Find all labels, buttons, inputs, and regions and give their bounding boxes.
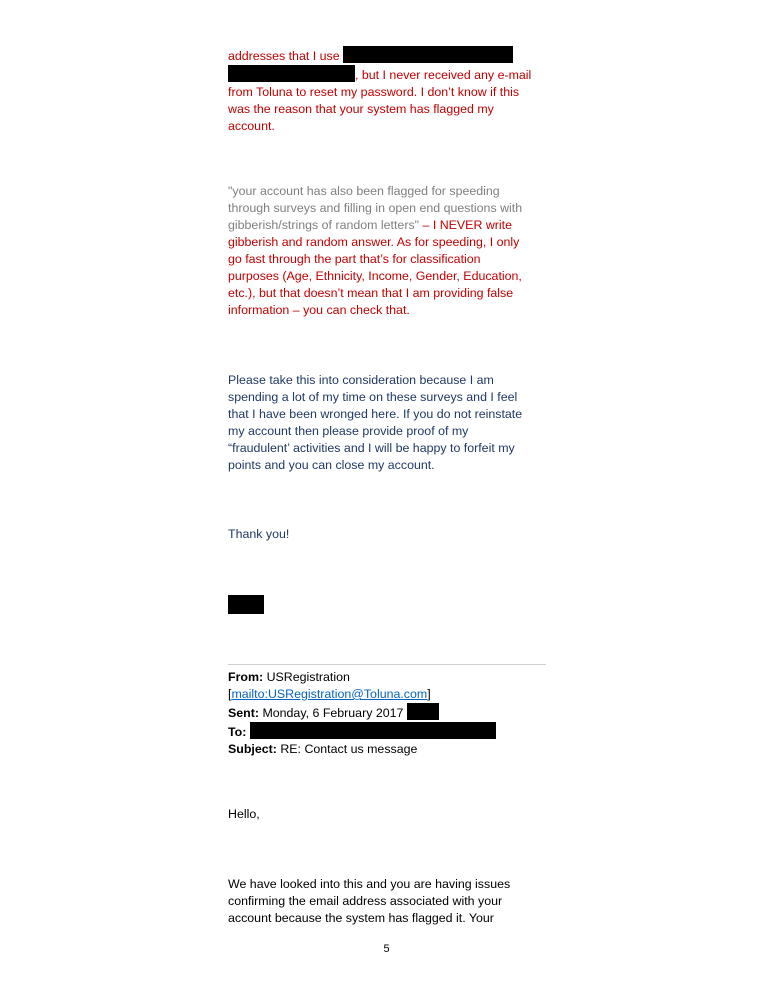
text-line: Please take this into consideration because I am: [228, 373, 494, 387]
text-line: that I have been wronged here. If you do not reinstate: [228, 407, 523, 421]
paragraph-speeding-response: [228, 183, 548, 319]
text-line: account because the system has flagged it. Your: [228, 911, 494, 925]
to-line: To:: [228, 722, 548, 741]
header-separator: [228, 664, 546, 665]
text-line: points and you can close my account.: [228, 458, 435, 472]
text-line: gibberish and random answer. As for speeding, I only: [228, 235, 520, 249]
text-line: , but I never received any e-mail: [228, 65, 548, 84]
sent-line: Sent: Monday, 6 February 2017: [228, 703, 548, 722]
text-line: purposes (Age, Ethnicity, Income, Gender, Education,: [228, 269, 522, 283]
subject-line: Subject: RE: Contact us message: [228, 742, 418, 756]
redaction-block: [343, 46, 513, 63]
email-header: [228, 669, 548, 758]
redacted-signature: [228, 595, 264, 614]
reply-body: [228, 876, 548, 927]
text-line: “fraudulent’ activities and I will be happy to forfeit my: [228, 441, 515, 455]
text-line: We have looked into this and you are having issues: [228, 877, 511, 891]
mailto-link[interactable]: mailto:USRegistration@Toluna.com: [231, 687, 428, 701]
text-line: information – you can check that.: [228, 303, 410, 317]
text-line: account.: [228, 119, 275, 133]
closing-line: Thank you!: [228, 527, 290, 541]
text-line: etc.), but that doesn’t mean that I am providing false: [228, 286, 514, 300]
redaction-block: [407, 703, 439, 720]
mailto-line: [mailto:USRegistration@Toluna.com]: [228, 687, 431, 701]
quoted-line: through surveys and filling in open end questions with: [228, 201, 523, 215]
text-line: addresses that I use: [228, 46, 548, 65]
from-line: From: USRegistration: [228, 670, 350, 684]
redaction-block: [228, 65, 355, 82]
text-line: from Toluna to reset my password. I don’t know if this: [228, 85, 520, 99]
greeting: Hello,: [228, 807, 260, 821]
text-line: confirming the email address associated with your: [228, 894, 503, 908]
text-line: gibberish/strings of random letters" – I NEVER write: [228, 218, 513, 232]
text-line: was the reason that your system has flagged my: [228, 102, 494, 116]
text-line: go fast through the part that’s for classification: [228, 252, 481, 266]
paragraph-consideration: [228, 372, 548, 474]
text-line: spending a lot of my time on these surveys and I feel: [228, 390, 518, 404]
text-line: my account then please provide proof of my: [228, 424, 469, 438]
paragraph-email-addresses: [228, 46, 548, 135]
redaction-block: [250, 722, 496, 739]
page-number: 5: [383, 943, 390, 955]
quoted-line: "your account has also been flagged for speeding: [228, 184, 500, 198]
